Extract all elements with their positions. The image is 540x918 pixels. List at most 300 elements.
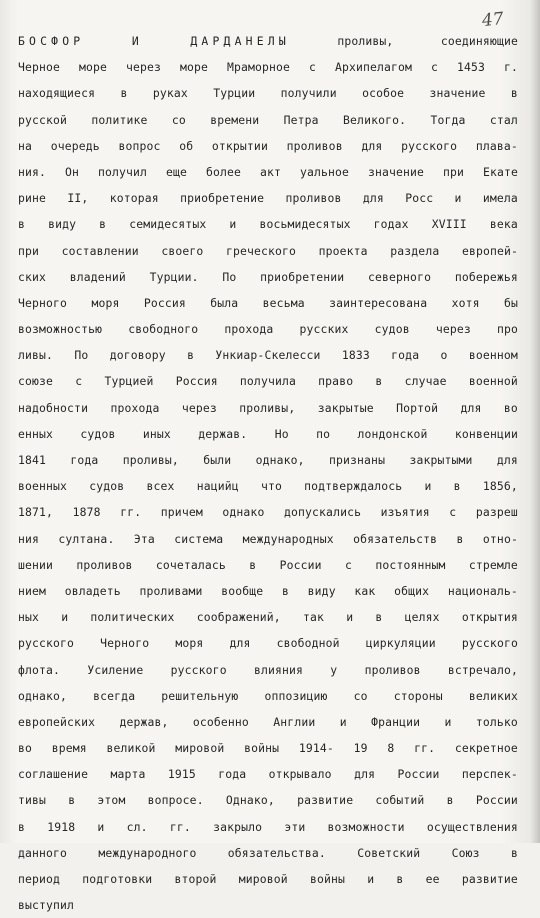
word: По: [74, 348, 89, 363]
word: флота.: [18, 662, 61, 677]
word: тивы: [18, 793, 47, 808]
word: договору: [109, 348, 166, 363]
word: сочеталась: [155, 557, 226, 572]
word: всегда: [93, 688, 136, 703]
word: 1878: [72, 505, 101, 520]
word: приобретении: [260, 269, 345, 284]
word: признаны: [329, 453, 386, 467]
text-line: [18, 395, 518, 421]
text-line: [18, 735, 518, 761]
text-line: [18, 787, 518, 813]
word: в: [396, 872, 404, 886]
word: Росс: [405, 191, 434, 206]
word: националь-: [447, 583, 518, 598]
text-line: [18, 342, 518, 368]
word: для: [362, 191, 384, 206]
word: у: [330, 662, 338, 677]
word: мировой: [175, 741, 225, 756]
word: ДАРДАНЕЛЫ: [190, 34, 290, 48]
text-line: [18, 133, 518, 159]
word: виду: [48, 217, 77, 232]
word: Портой: [396, 400, 439, 415]
word: обязательств: [353, 531, 438, 546]
word: Однако,: [225, 793, 275, 808]
word: свободного: [128, 322, 199, 337]
word: особое: [362, 86, 405, 101]
word: политике: [91, 112, 148, 127]
word: в: [375, 374, 383, 389]
word: европей-: [461, 243, 518, 258]
word: военной: [468, 374, 518, 389]
word: получили: [280, 86, 337, 101]
word: Турции: [213, 86, 256, 101]
word: И: [131, 34, 143, 48]
word: решительную: [161, 688, 239, 703]
word: Усиление: [87, 662, 144, 677]
word: акт: [259, 164, 281, 179]
word: для: [229, 636, 251, 651]
word: открывало: [268, 767, 332, 782]
word: со: [171, 112, 186, 127]
word: ских: [18, 269, 47, 284]
word: для: [354, 767, 376, 782]
text-line: [18, 316, 518, 342]
word: подготовки: [82, 872, 153, 886]
word: прохода: [224, 322, 274, 337]
word: судов: [89, 479, 125, 494]
text-line: [18, 185, 518, 211]
word: сл.: [126, 819, 148, 834]
word: особенно: [192, 714, 249, 729]
word: для: [460, 400, 482, 415]
word: Союз: [451, 845, 480, 860]
word: 8: [387, 741, 395, 756]
word: политических: [90, 610, 175, 625]
word: Екате: [482, 164, 518, 179]
word: России: [397, 767, 440, 782]
word: ных: [18, 610, 40, 625]
word: о: [440, 348, 448, 363]
word: Черного: [100, 636, 150, 651]
word: русского: [461, 636, 518, 651]
word: хотя: [451, 295, 480, 310]
word: своего: [161, 243, 204, 258]
word: побережья: [454, 269, 518, 284]
text-line: выступил: [18, 898, 75, 913]
word: в: [510, 86, 518, 101]
word: греческого: [225, 243, 297, 258]
word: и: [367, 872, 375, 886]
word: проливов: [286, 138, 343, 153]
word: период: [18, 872, 61, 886]
text-line: [18, 473, 518, 499]
text-line: [18, 840, 518, 866]
word: через: [125, 60, 162, 75]
word: XVIII: [431, 217, 467, 232]
word: перспек-: [461, 767, 518, 782]
word: об: [179, 138, 194, 153]
word: в: [375, 610, 383, 625]
word: однако,: [255, 453, 305, 467]
word: в: [510, 845, 518, 860]
word: владений: [69, 269, 126, 284]
word: уальное: [299, 164, 349, 179]
word: циркуляции: [365, 636, 436, 651]
word: возможности: [327, 819, 405, 834]
word: и: [424, 479, 432, 494]
word: изъятия: [380, 505, 430, 520]
text-line: [18, 80, 518, 106]
word: Россия: [175, 374, 218, 389]
word: соединяющие: [440, 34, 518, 48]
word: стороны: [393, 688, 443, 703]
word: Эта: [133, 531, 155, 546]
word: проливами: [139, 583, 203, 598]
text-line: [18, 657, 518, 683]
word: с: [431, 60, 439, 75]
word: держав.: [198, 426, 248, 441]
word: встречало,: [447, 662, 518, 677]
word: г.: [503, 60, 518, 75]
text-line: [18, 159, 518, 185]
word: времени: [210, 112, 260, 127]
word: и: [339, 714, 347, 729]
text-line: [18, 447, 518, 473]
word: постоянным: [375, 557, 446, 572]
word: что: [260, 479, 282, 494]
word: 1914-: [298, 741, 334, 756]
word: русских: [299, 322, 349, 337]
text-line: [18, 368, 518, 394]
word: получил: [97, 164, 148, 179]
word: со: [353, 688, 368, 703]
word: и: [229, 217, 237, 232]
word: овладеть: [64, 583, 121, 598]
word: с: [449, 505, 457, 520]
word: ее: [425, 872, 440, 886]
word: союзе: [18, 374, 54, 389]
word: с: [309, 60, 317, 75]
word: семидесятых: [129, 217, 207, 232]
word: По: [222, 269, 237, 284]
word: Великого.: [343, 112, 407, 127]
word: русского: [18, 636, 75, 651]
word: ния: [18, 531, 40, 546]
word: отно-: [482, 531, 518, 546]
word: Архипелагом: [334, 60, 413, 75]
word: открытия: [461, 610, 518, 625]
word: Петра: [283, 112, 319, 127]
word: получила: [239, 374, 296, 389]
word: года: [218, 767, 247, 782]
word: северного: [368, 269, 432, 284]
word: более: [205, 164, 241, 179]
text-line: [18, 264, 518, 290]
word: проливы,: [337, 34, 394, 48]
text-line: [18, 107, 518, 133]
word: только: [475, 714, 518, 729]
word: закрытые: [317, 400, 374, 415]
word: море: [79, 60, 108, 75]
word: при: [442, 164, 464, 179]
word: однако,: [18, 688, 68, 703]
word: для: [496, 453, 518, 467]
word: составлении: [61, 243, 139, 258]
word: вопросе.: [147, 793, 204, 808]
document-body: [18, 28, 518, 918]
word: 1833: [341, 348, 370, 363]
word: допускались: [284, 505, 362, 520]
word: II,: [67, 191, 89, 206]
word: обязательства.: [227, 845, 326, 860]
word: закрытыми: [409, 453, 473, 467]
word: в: [249, 557, 257, 572]
word: ния.: [18, 164, 47, 179]
word: еще: [165, 164, 187, 179]
text-line: [18, 709, 518, 735]
word: проливы,: [239, 400, 296, 415]
word: закрыло: [213, 819, 263, 834]
word: случае: [404, 374, 447, 389]
word: года: [70, 453, 99, 467]
text-line: [18, 578, 518, 604]
word: во: [18, 741, 33, 756]
word: в: [453, 479, 461, 494]
word: для: [361, 138, 383, 153]
word: Советский: [357, 845, 421, 860]
word: и: [444, 714, 452, 729]
text-line: [18, 866, 518, 892]
word: которая: [109, 191, 159, 206]
word: время: [51, 741, 87, 756]
word: енных: [18, 426, 54, 441]
word: Черное: [18, 60, 61, 75]
word: БОСФОР: [18, 34, 85, 48]
word: Ункиар-Скелесси: [215, 348, 321, 363]
word: в: [446, 793, 454, 808]
text-line: [18, 761, 518, 787]
word: Но: [274, 426, 289, 441]
word: разреш: [475, 505, 518, 520]
word: конвенции: [454, 426, 518, 441]
word: лондонской: [357, 426, 428, 441]
word: в: [456, 531, 464, 546]
word: соглашение: [18, 767, 89, 782]
word: открытии: [211, 138, 268, 153]
word: через: [181, 400, 217, 415]
word: в: [18, 819, 26, 834]
word: годах: [373, 217, 409, 232]
word: нацийц: [196, 479, 239, 494]
word: секретное: [454, 741, 518, 756]
word: России: [279, 557, 322, 572]
word: значение: [367, 164, 425, 179]
word: надобности: [18, 400, 89, 415]
word: в: [281, 583, 289, 598]
word: приобретение: [180, 191, 265, 206]
text-line: [18, 238, 518, 264]
word: с: [345, 557, 353, 572]
word: гг.: [414, 741, 436, 756]
word: военных: [18, 479, 68, 494]
word: 1915: [167, 767, 196, 782]
word: Франции: [371, 714, 421, 729]
word: с: [75, 374, 83, 389]
word: судов: [80, 426, 116, 441]
word: проливы,: [122, 453, 179, 467]
word: оппозицию: [264, 688, 328, 703]
word: европейских: [18, 714, 96, 729]
text-line: [18, 499, 518, 525]
word: подтверждалось: [304, 479, 403, 494]
word: проливов: [76, 557, 133, 572]
word: развитие: [461, 872, 518, 886]
word: как: [354, 583, 376, 598]
word: 1841: [18, 453, 47, 467]
word: осуществления: [426, 819, 518, 834]
word: этом: [97, 793, 126, 808]
word: 1918: [47, 819, 76, 834]
word: проекта: [318, 243, 368, 258]
text-line: [18, 211, 518, 237]
word: очередь: [50, 138, 100, 153]
word: марта: [110, 767, 146, 782]
word: судов: [374, 322, 410, 337]
word: великой: [106, 741, 156, 756]
word: 1453: [456, 60, 486, 75]
text-line: [18, 54, 518, 80]
word: были: [203, 453, 232, 467]
word: русского: [401, 138, 458, 153]
word: держав,: [119, 714, 169, 729]
word: стремле: [468, 557, 518, 572]
word: проливов: [364, 662, 421, 677]
word: второй: [174, 872, 217, 886]
word: право: [318, 374, 354, 389]
word: войны: [244, 741, 280, 756]
word: система: [174, 531, 224, 546]
word: проливов: [285, 191, 342, 206]
word: в: [120, 86, 128, 101]
word: Англии: [273, 714, 316, 729]
word: гг.: [120, 505, 142, 520]
text-line: [18, 552, 518, 578]
word: всех: [146, 479, 175, 494]
word: военном: [468, 348, 518, 363]
word: влияния: [253, 662, 304, 677]
text-line: [18, 28, 518, 54]
word: по: [316, 426, 331, 441]
page-edge-shadow: [530, 0, 540, 843]
word: через: [435, 322, 471, 337]
word: века: [489, 217, 518, 232]
word: восьмидесятых: [259, 217, 351, 232]
word: султана.: [58, 531, 115, 546]
word: общих: [394, 583, 430, 598]
word: так: [302, 610, 325, 625]
word: ливы.: [18, 348, 54, 363]
word: данного: [18, 845, 68, 860]
word: целях: [404, 610, 440, 625]
word: мировой: [238, 872, 288, 886]
word: в: [18, 217, 26, 232]
word: значение: [429, 86, 486, 101]
word: иных: [142, 426, 171, 441]
word: Турции.: [149, 269, 199, 284]
word: 19: [353, 741, 368, 756]
word: международного: [98, 845, 197, 860]
word: имела: [482, 191, 518, 206]
word: Мраморное: [226, 60, 291, 75]
text-line: [18, 683, 518, 709]
word: рине: [18, 191, 47, 206]
word: плава-: [475, 138, 518, 153]
word: шении: [18, 557, 54, 572]
word: России: [475, 793, 518, 808]
word: года: [391, 348, 420, 363]
word: виду: [307, 583, 336, 598]
word: и: [454, 191, 462, 206]
word: в: [187, 348, 195, 363]
word: соображений,: [196, 610, 281, 625]
word: Турцией: [104, 374, 154, 389]
word: событий: [375, 793, 425, 808]
word: во: [503, 400, 518, 415]
word: вообще: [221, 583, 264, 598]
text-line: [18, 604, 518, 630]
word: Он: [64, 164, 79, 179]
word: вопрос: [118, 138, 161, 153]
word: развитие: [297, 793, 354, 808]
word: моря: [175, 636, 204, 651]
word: и: [346, 610, 354, 625]
word: моря: [91, 295, 120, 310]
word: прохода: [110, 400, 160, 415]
word: международных: [242, 531, 334, 546]
word: в: [99, 217, 107, 232]
word: стал: [489, 112, 518, 127]
word: 1871,: [18, 505, 54, 520]
word: русской: [18, 112, 68, 127]
word: находящиеся: [18, 86, 96, 101]
word: и: [97, 819, 105, 834]
word: руках: [152, 86, 188, 101]
word: в: [68, 793, 76, 808]
text-line: [18, 421, 518, 447]
word: бы: [503, 295, 518, 310]
word: нием: [18, 583, 47, 598]
word: про: [496, 322, 518, 337]
text-line: [18, 630, 518, 656]
word: весьма: [262, 295, 305, 310]
word: однако: [222, 505, 265, 520]
word: море: [179, 60, 209, 75]
page-number: 47: [481, 8, 505, 32]
word: русского: [170, 662, 227, 677]
word: Черного: [18, 295, 68, 310]
text-line: [18, 290, 518, 316]
word: свободной: [276, 636, 340, 651]
word: была: [210, 295, 239, 310]
word: войны: [309, 872, 346, 886]
word: раздела: [390, 243, 440, 258]
word: 1856,: [482, 479, 518, 494]
word: на: [18, 138, 33, 153]
word: эти: [284, 819, 306, 834]
word: гг.: [169, 819, 191, 834]
word: и: [61, 610, 69, 625]
word: великих: [468, 688, 518, 703]
